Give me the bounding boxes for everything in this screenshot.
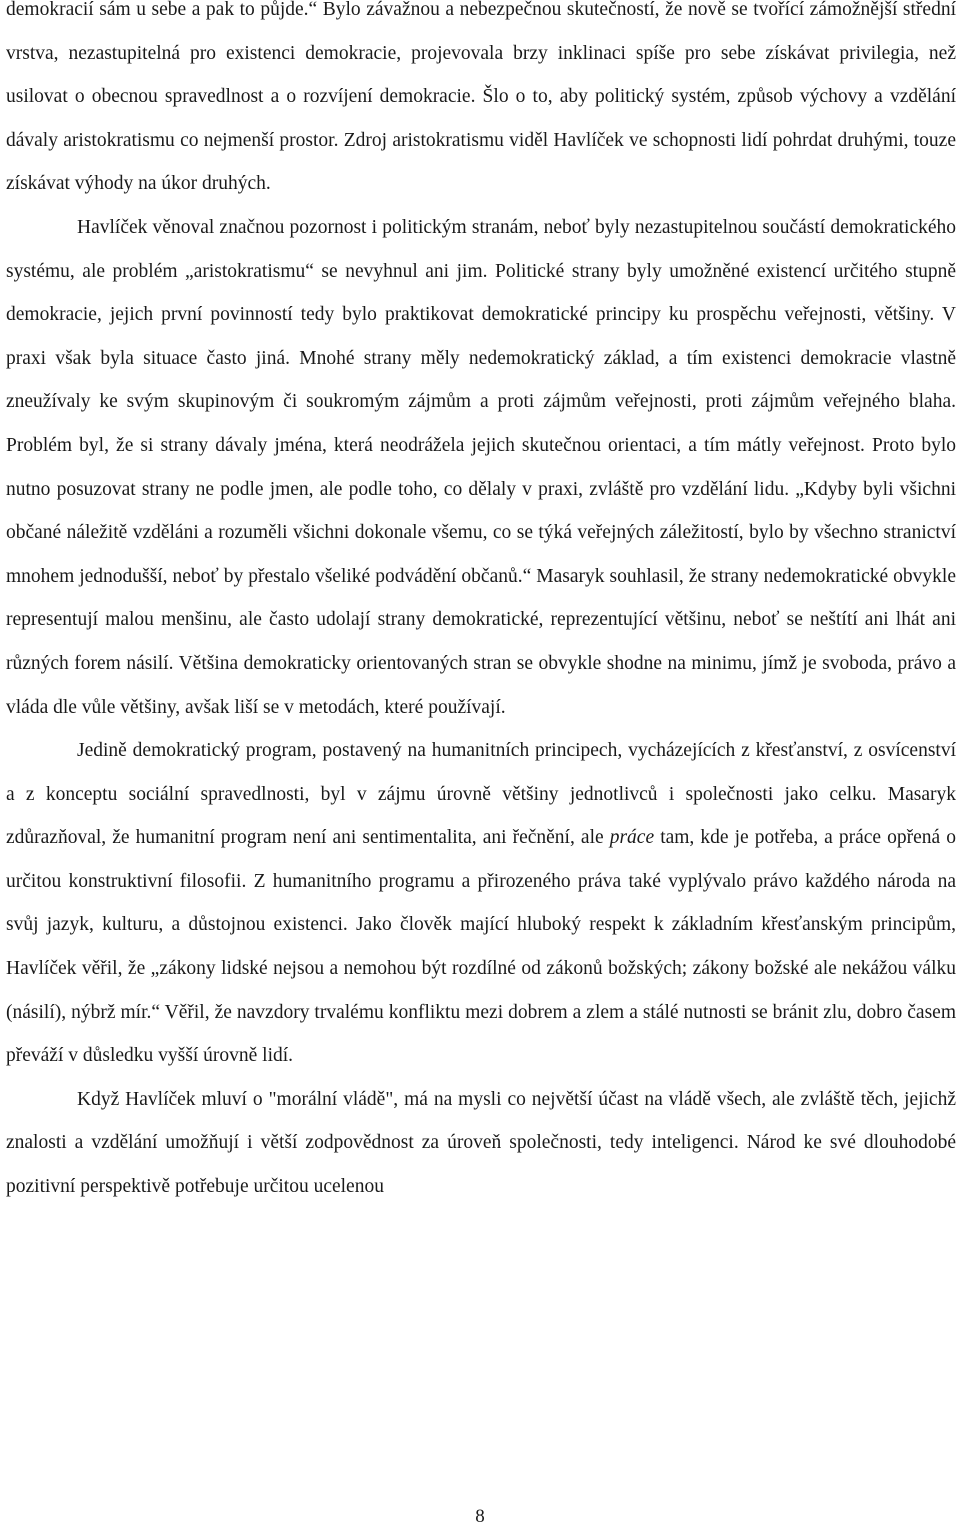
text-segment: demokracií sám u sebe a pak to půjde.“ Bylo závažnou a nebezpečnou skutečností, že nově se tvořící zámožnější střední vrstva, nezastupitelná pro existenci demokracie, projevovala brzy inklinaci spíše pro sebe získávat privilegia, než usilovat o obecnou spravedlnost a o rozvíjení demokracie. Šlo o to, aby politický systém, způsob výchovy a vzdělání dávaly aristokratismu co nejmenší prostor. Zdroj aristokratismu viděl Havlíček ve schopnosti lidí pohrdat druhými, touze získávat výhody na úkor druhých. xyxy=(6,0,956,195)
paragraph xyxy=(6,206,956,729)
italic-text: práce xyxy=(609,827,655,849)
text-segment: Havlíček věnoval značnou pozornost i politickým stranám, neboť byly nezastupitelnou součástí demokratického systému, ale problém „aristokratismu“ se nevyhnul ani jim. Politické strany byly umožněné existencí určitého stupně demokracie, jejich první povinností tedy bylo praktikovat demokratické principy ku prospěchu veřejnosti, většiny. V praxi však byla situace často jiná. Mnohé strany měly nedemokratický základ, a tím existenci demokracie vlastně zneužívaly ke svým skupinovým či soukromým zájmům a proti zájmům veřejnosti, proti zájmům veřejného blaha. Problém byl, že si strany dávaly jména, která neodrážela jejich skutečnou orientaci, a tím mátly veřejnost. Proto bylo nutno posuzovat strany ne podle jmen, ale podle toho, co dělaly v praxi, zvláště pro vzdělání lidu. „Kdyby byli všichni občané náležitě vzděláni a rozuměli všichni dokonale všemu, co se týká veřejných záležitostí, bylo by všechno stranictví mnohem jednodušší, neboť by přestalo všeliké podvádění občanů.“ Masaryk souhlasil, že strany nedemokratické obvykle representují malou menšinu, ale často udolají strany demokratické, reprezentující většinu, neboť se neštítí ani lhát ani různých forem násilí. Většina demokraticky orientovaných stran se obvykle shodne na minimu, jímž je svoboda, právo a vláda dle vůle většiny, avšak liší se v metodách, které používají. xyxy=(6,216,956,718)
text-segment: Jedině demokratický program, postavený na humanitních principech, vycházejících z křesťanství, z osvícenství a z konceptu sociální spravedlnosti, byl v zájmu úrovně většiny jednotlivců i společnosti jako celku. Masaryk zdůrazňoval, že humanitní program není ani sentimentalita, ani řečnění, ale xyxy=(6,740,956,849)
paragraph xyxy=(6,729,956,1078)
paragraph xyxy=(6,0,956,206)
paragraph xyxy=(6,1078,956,1209)
text-segment: Když Havlíček mluví o "morální vládě", má na mysli co největší účast na vládě všech, ale zvláště těch, jejichž znalosti a vzdělání umožňují i větší zodpovědnost za úroveň společnosti, tedy inteligenci. Národ ke své dlouhodobé pozitivní perspektivě potřebuje určitou ucelenou xyxy=(6,1088,956,1198)
text-segment: tam, kde je potřeba, a práce opřená o určitou konstruktivní filosofii. Z humanitního programu a přirozeného práva také vyplývalo právo každého národa na svůj jazyk, kulturu, a důstojnou existenci. Jako člověk mající hluboký respekt k základním křesťanským principům, Havlíček věřil, že „zákony lidské nejsou a nemohou být rozdílné od zákonů božských; zákony božské ale nekážou válku (násilí), nýbrž mír.“ Věřil, že navzdory trvalému konfliktu mezi dobrem a zlem a stálé nutnosti se bránit zlu, dobro časem převáží v důsledku vyšší úrovně lidí. xyxy=(6,827,957,1067)
page-number: 8 xyxy=(475,1506,485,1527)
document-body xyxy=(6,0,956,1209)
